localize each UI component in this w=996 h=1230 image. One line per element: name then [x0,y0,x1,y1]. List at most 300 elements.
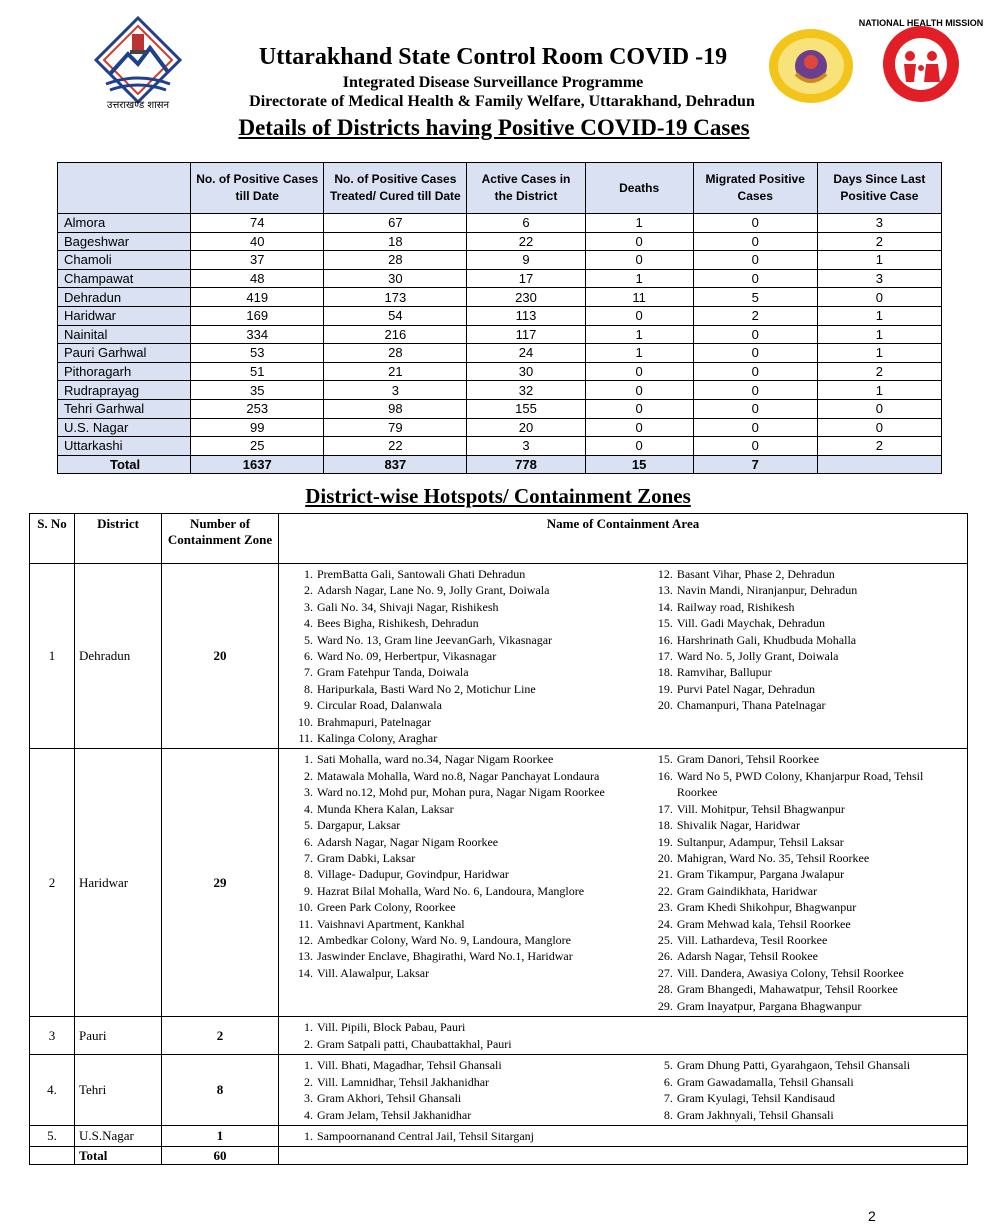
area-item [291,599,639,615]
case-value: 216 [324,325,467,344]
area-name: Haripurkala, Basti Ward No 2, Motichur Line [317,681,536,696]
area-item [291,1107,639,1123]
zone-row [30,749,968,1017]
case-value: 17 [467,269,585,288]
area-number: 12. [298,932,313,947]
area-number: 19. [657,834,673,849]
area-name: Vill. Alawalpur, Laksar [317,965,430,980]
district-name: Dehradun [58,288,191,307]
area-number: 14. [298,965,313,980]
case-value: 117 [467,325,585,344]
area-name: Ward No. 13, Gram line JeevanGarh, Vikasnagar [317,632,553,647]
area-name: Harshrinath Gali, Khudbuda Mohalla [676,632,857,647]
area-name: Sultanpur, Adampur, Tehsil Laksar [676,834,844,849]
total-value [817,455,941,474]
area-name: Green Park Colony, Roorkee [317,900,456,915]
area-name: Railway road, Rishikesh [676,599,795,614]
area-name: Gali No. 34, Shivaji Nagar, Rishikesh [317,599,499,614]
area-name: Gram Kyulagi, Tehsil Kandisaud [676,1091,836,1106]
area-number: 20. [657,698,673,713]
area-name: Matawala Mohalla, Ward no.8, Nagar Panchayat Londaura [317,768,600,783]
area-item [647,566,963,582]
area-number: 24. [657,916,673,931]
case-value: 0 [693,325,817,344]
area-number: 6. [663,1074,673,1089]
area-name: Ward No. 09, Herbertpur, Vikasnagar [317,649,497,664]
area-number: 7. [304,665,313,680]
zone-district: Haridwar [75,749,162,1017]
area-number: 8. [663,1107,673,1122]
area-item [291,615,639,631]
area-item [291,681,639,697]
area-name: Gram Fatehpur Tanda, Doiwala [317,665,469,680]
district-name: Uttarkashi [58,437,191,456]
zone-count: 29 [162,749,279,1017]
area-number: 7. [304,850,313,865]
area-name: Ward No 5, PWD Colony, Khanjarpur Road, Tehsil Roorkee [676,768,924,800]
zone-sno: 3 [30,1017,75,1055]
area-item [291,948,639,964]
cases-row [58,362,942,381]
zone-count: 2 [162,1017,279,1055]
area-item [291,582,639,598]
case-value: 0 [585,399,693,418]
area-list [639,566,963,746]
area-name: Gram Khedi Shikohpur, Bhagwanpur [676,900,857,915]
case-value: 28 [324,344,467,363]
area-name: Vill. Bhati, Magadhar, Tehsil Ghansali [317,1058,502,1073]
area-name: Vill. Gadi Maychak, Dehradun [676,616,826,631]
case-value: 9 [467,251,585,270]
area-list [639,751,963,1014]
case-value: 1 [817,381,941,400]
district-name: Haridwar [58,306,191,325]
area-number: 17. [657,801,673,816]
case-value: 0 [585,306,693,325]
case-value: 1 [817,251,941,270]
area-item [291,817,639,833]
area-item [647,948,963,964]
case-value: 37 [191,251,324,270]
area-number: 1. [304,752,313,767]
col-header-positive: No. of Positive Cases till Date [191,163,324,214]
case-value: 32 [467,381,585,400]
case-value: 3 [817,214,941,233]
area-item [291,801,639,817]
case-value: 1 [817,325,941,344]
area-number: 5. [663,1058,673,1073]
area-item [647,648,963,664]
case-value: 28 [324,251,467,270]
cases-row [58,325,942,344]
area-item [647,697,963,713]
area-name: Mahigran, Ward No. 35, Tehsil Roorkee [676,850,870,865]
area-item [647,932,963,948]
total-value: 778 [467,455,585,474]
area-number: 4. [304,1107,313,1122]
total-value: 7 [693,455,817,474]
case-value: 169 [191,306,324,325]
case-value: 1 [585,344,693,363]
area-number: 2. [304,583,313,598]
area-list [639,1128,963,1144]
case-value: 0 [693,269,817,288]
area-number: 16. [657,632,673,647]
col-header-district [58,163,191,214]
area-number: 1. [304,567,313,581]
zone-sno: 2 [30,749,75,1017]
case-value: 0 [693,381,817,400]
area-item [291,899,639,915]
uttarakhand-emblem-logo [88,14,188,110]
case-value: 230 [467,288,585,307]
case-value: 3 [467,437,585,456]
area-item [291,1019,639,1035]
area-item [647,1090,963,1106]
area-name: Jaswinder Enclave, Bhagirathi, Ward No.1, Haridwar [317,949,573,964]
zone-areas [279,1055,968,1126]
cases-header-row [58,163,942,214]
area-name: Adarsh Nagar, Nagar Nigam Roorkee [317,834,499,849]
area-item [291,850,639,866]
zone-row [30,1055,968,1126]
zone-district: U.S.Nagar [75,1125,162,1146]
area-number: 1. [304,1128,313,1143]
case-value: 1 [817,306,941,325]
cases-total-row [58,455,942,474]
total-value: 837 [324,455,467,474]
area-item [291,1128,639,1144]
case-value: 53 [191,344,324,363]
area-item [291,714,639,730]
area-item [291,1090,639,1106]
cases-row [58,288,942,307]
case-value: 30 [467,362,585,381]
district-name: Tehri Garhwal [58,399,191,418]
area-list [639,1019,963,1052]
zone-areas [279,1125,968,1146]
area-name: Sampoornanand Central Jail, Tehsil Sitarganj [317,1128,535,1143]
area-name: Basant Vihar, Phase 2, Dehradun [676,567,835,581]
case-value: 21 [324,362,467,381]
area-number: 3. [304,1091,313,1106]
total-value: 1637 [191,455,324,474]
case-value: 0 [693,437,817,456]
area-name: Gram Bhangedi, Mahawatpur, Tehsil Roorkee [676,982,898,997]
district-name: Bageshwar [58,232,191,251]
case-value: 22 [324,437,467,456]
area-item [291,648,639,664]
area-item [291,965,639,981]
area-name: Gram Gaindikhata, Haridwar [676,883,818,898]
area-name: Brahmapuri, Patelnagar [317,714,431,729]
directorate-subtitle: Directorate of Medical Health & Family Welfare, Uttarakhand, Dehradun [249,93,755,110]
case-value: 0 [693,251,817,270]
zone-count: 1 [162,1125,279,1146]
area-item [647,632,963,648]
area-number: 13. [298,949,313,964]
case-value: 25 [191,437,324,456]
case-value: 0 [585,232,693,251]
area-list [283,566,639,746]
cases-section-title: Details of Districts having Positive COVID-19 Cases [238,115,750,140]
area-name: Purvi Patel Nagar, Dehradun [676,681,815,696]
case-value: 2 [817,362,941,381]
area-number: 2. [304,1036,313,1051]
area-item [291,784,639,800]
case-value: 0 [585,251,693,270]
area-number: 12. [657,567,673,581]
case-value: 3 [817,269,941,288]
area-number: 20. [657,850,673,865]
district-name: Rudraprayag [58,381,191,400]
district-cases-table [57,162,942,474]
area-name: Ambedkar Colony, Ward No. 9, Landoura, Manglore [317,932,571,947]
area-number: 21. [657,867,673,882]
area-item [291,932,639,948]
area-item [647,681,963,697]
area-item [291,866,639,882]
case-value: 0 [693,418,817,437]
area-item [647,981,963,997]
page-title: Uttarakhand State Control Room COVID -19 [258,44,728,70]
case-value: 3 [324,381,467,400]
case-value: 99 [191,418,324,437]
area-name: Gram Gawadamalla, Tehsil Ghansali [676,1074,854,1089]
case-value: 20 [467,418,585,437]
case-value: 0 [817,399,941,418]
case-value: 419 [191,288,324,307]
zones-total-count: 60 [162,1147,279,1165]
case-value: 0 [693,362,817,381]
area-name: Chamanpuri, Thana Patelnagar [676,698,826,713]
area-item [291,697,639,713]
col-header-migrated: Migrated Positive Cases [693,163,817,214]
area-item [647,916,963,932]
zone-sno: 5. [30,1125,75,1146]
area-item [291,632,639,648]
case-value: 0 [693,399,817,418]
area-name: Ward no.12, Mohd pur, Mohan pura, Nagar Nigam Roorkee [317,785,605,800]
area-item [647,582,963,598]
area-name: Ward No. 5, Jolly Grant, Doiwala [676,649,839,664]
case-value: 18 [324,232,467,251]
area-number: 29. [657,998,673,1013]
area-number: 6. [304,649,313,664]
area-name: Munda Khera Kalan, Laksar [317,801,454,816]
zone-areas [279,1017,968,1055]
col-header-cured: No. of Positive Cases Treated/ Cured till Date [324,163,467,214]
nhm-logo [858,16,984,104]
case-value: 11 [585,288,693,307]
area-name: Bees Bigha, Rishikesh, Dehradun [317,616,479,631]
area-item [647,1074,963,1090]
area-number: 2. [304,1074,313,1089]
area-item [291,883,639,899]
area-number: 18. [657,665,673,680]
area-item [647,615,963,631]
area-number: 6. [304,834,313,849]
area-number: 1. [304,1020,313,1035]
area-number: 16. [657,768,673,783]
area-item [647,850,963,866]
district-name: Chamoli [58,251,191,270]
case-value: 35 [191,381,324,400]
zone-sno: 4. [30,1055,75,1126]
area-name: Gram Jakhnyali, Tehsil Ghansali [676,1107,834,1122]
zone-district: Pauri [75,1017,162,1055]
nhm-logo-text: NATIONAL HEALTH MISSION [858,18,984,28]
district-name: U.S. Nagar [58,418,191,437]
area-number: 4. [304,801,313,816]
case-value: 6 [467,214,585,233]
area-number: 19. [657,681,673,696]
blank-cell [30,1147,75,1165]
zone-row [30,1017,968,1055]
zone-areas [279,564,968,749]
case-value: 48 [191,269,324,288]
cases-row [58,306,942,325]
area-name: Vill. Lamnidhar, Tehsil Jakhanidhar [317,1074,490,1089]
area-name: Gram Tikampur, Pargana Jwalapur [676,867,845,882]
col-header-active: Active Cases in the District [467,163,585,214]
area-name: Gram Satpali patti, Chaubattakhal, Pauri [317,1036,512,1051]
zone-count: 20 [162,564,279,749]
area-list [639,1057,963,1123]
district-name: Pauri Garhwal [58,344,191,363]
district-name: Pithoragarh [58,362,191,381]
blank-cell [279,1147,968,1165]
area-item [647,801,963,817]
area-name: Gram Jelam, Tehsil Jakhanidhar [317,1107,472,1122]
area-name: Shivalik Nagar, Haridwar [676,818,800,833]
area-list [283,751,639,1014]
total-value: 15 [585,455,693,474]
case-value: 1 [817,344,941,363]
zone-areas [279,749,968,1017]
col-header-zone-district: District [75,514,162,564]
area-name: Vaishnavi Apartment, Kankhal [317,916,465,931]
area-name: Sati Mohalla, ward no.34, Nagar Nigam Roorkee [317,752,554,767]
area-name: Dargapur, Laksar [317,818,401,833]
district-name: Almora [58,214,191,233]
case-value: 0 [817,418,941,437]
page-number: 2 [868,1208,876,1224]
area-name: Gram Mehwad kala, Tehsil Roorkee [676,916,851,931]
area-item [647,1107,963,1123]
case-value: 0 [693,344,817,363]
cases-row [58,214,942,233]
area-item [291,768,639,784]
area-item [647,899,963,915]
area-number: 14. [657,599,673,614]
case-value: 1 [585,214,693,233]
area-item [647,965,963,981]
area-item [291,664,639,680]
area-number: 1. [304,1058,313,1073]
area-number: 3. [304,785,313,800]
area-name: Gram Danori, Tehsil Roorkee [676,752,820,767]
case-value: 0 [693,232,817,251]
case-value: 0 [585,362,693,381]
area-name: Gram Inayatpur, Pargana Bhagwanpur [676,998,862,1013]
cases-row [58,437,942,456]
area-number: 2. [304,768,313,783]
area-item [291,1057,639,1073]
zone-count: 8 [162,1055,279,1126]
area-number: 7. [663,1091,673,1106]
case-value: 51 [191,362,324,381]
case-value: 113 [467,306,585,325]
case-value: 67 [324,214,467,233]
area-name: Circular Road, Dalanwala [317,698,442,713]
col-header-days: Days Since Last Positive Case [817,163,941,214]
area-number: 11. [298,916,313,931]
zone-district: Dehradun [75,564,162,749]
area-list [283,1019,639,1052]
case-value: 40 [191,232,324,251]
area-name: Gram Dabki, Laksar [317,850,416,865]
area-item [647,866,963,882]
area-number: 17. [657,649,673,664]
case-value: 98 [324,399,467,418]
zone-row [30,1125,968,1146]
area-number: 28. [657,982,673,997]
case-value: 253 [191,399,324,418]
case-value: 2 [817,437,941,456]
area-number: 27. [657,965,673,980]
containment-zones-table [29,513,968,1165]
cases-row [58,418,942,437]
case-value: 1 [585,325,693,344]
area-item [291,834,639,850]
area-item [291,1036,639,1052]
col-header-sno: S. No [30,514,75,564]
area-name: Navin Mandi, Niranjanpur, Dehradun [676,583,858,598]
area-item [647,817,963,833]
area-item [647,998,963,1014]
area-number: 23. [657,900,673,915]
area-name: Adarsh Nagar, Tehsil Rookee [676,949,818,964]
zones-total-label: Total [75,1147,162,1165]
cases-row [58,269,942,288]
zones-total-row [30,1147,968,1165]
area-name: Adarsh Nagar, Lane No. 9, Jolly Grant, Doiwala [317,583,550,598]
area-name: Kalinga Colony, Araghar [317,731,438,746]
area-number: 18. [657,818,673,833]
zone-row [30,564,968,749]
area-name: Vill. Pipili, Block Pabau, Pauri [317,1020,466,1035]
cases-row [58,344,942,363]
case-value: 74 [191,214,324,233]
district-name: Nainital [58,325,191,344]
case-value: 2 [817,232,941,251]
area-item [647,1057,963,1073]
case-value: 79 [324,418,467,437]
area-name: Vill. Mohitpur, Tehsil Bhagwanpur [676,801,845,816]
area-number: 4. [304,616,313,631]
area-item [647,834,963,850]
area-number: 8. [304,681,313,696]
area-number: 11. [298,731,313,746]
zone-district: Tehri [75,1055,162,1126]
case-value: 22 [467,232,585,251]
area-name: Village- Dadupur, Govindpur, Haridwar [317,867,509,882]
cases-row [58,232,942,251]
case-value: 0 [817,288,941,307]
case-value: 155 [467,399,585,418]
area-item [291,1074,639,1090]
